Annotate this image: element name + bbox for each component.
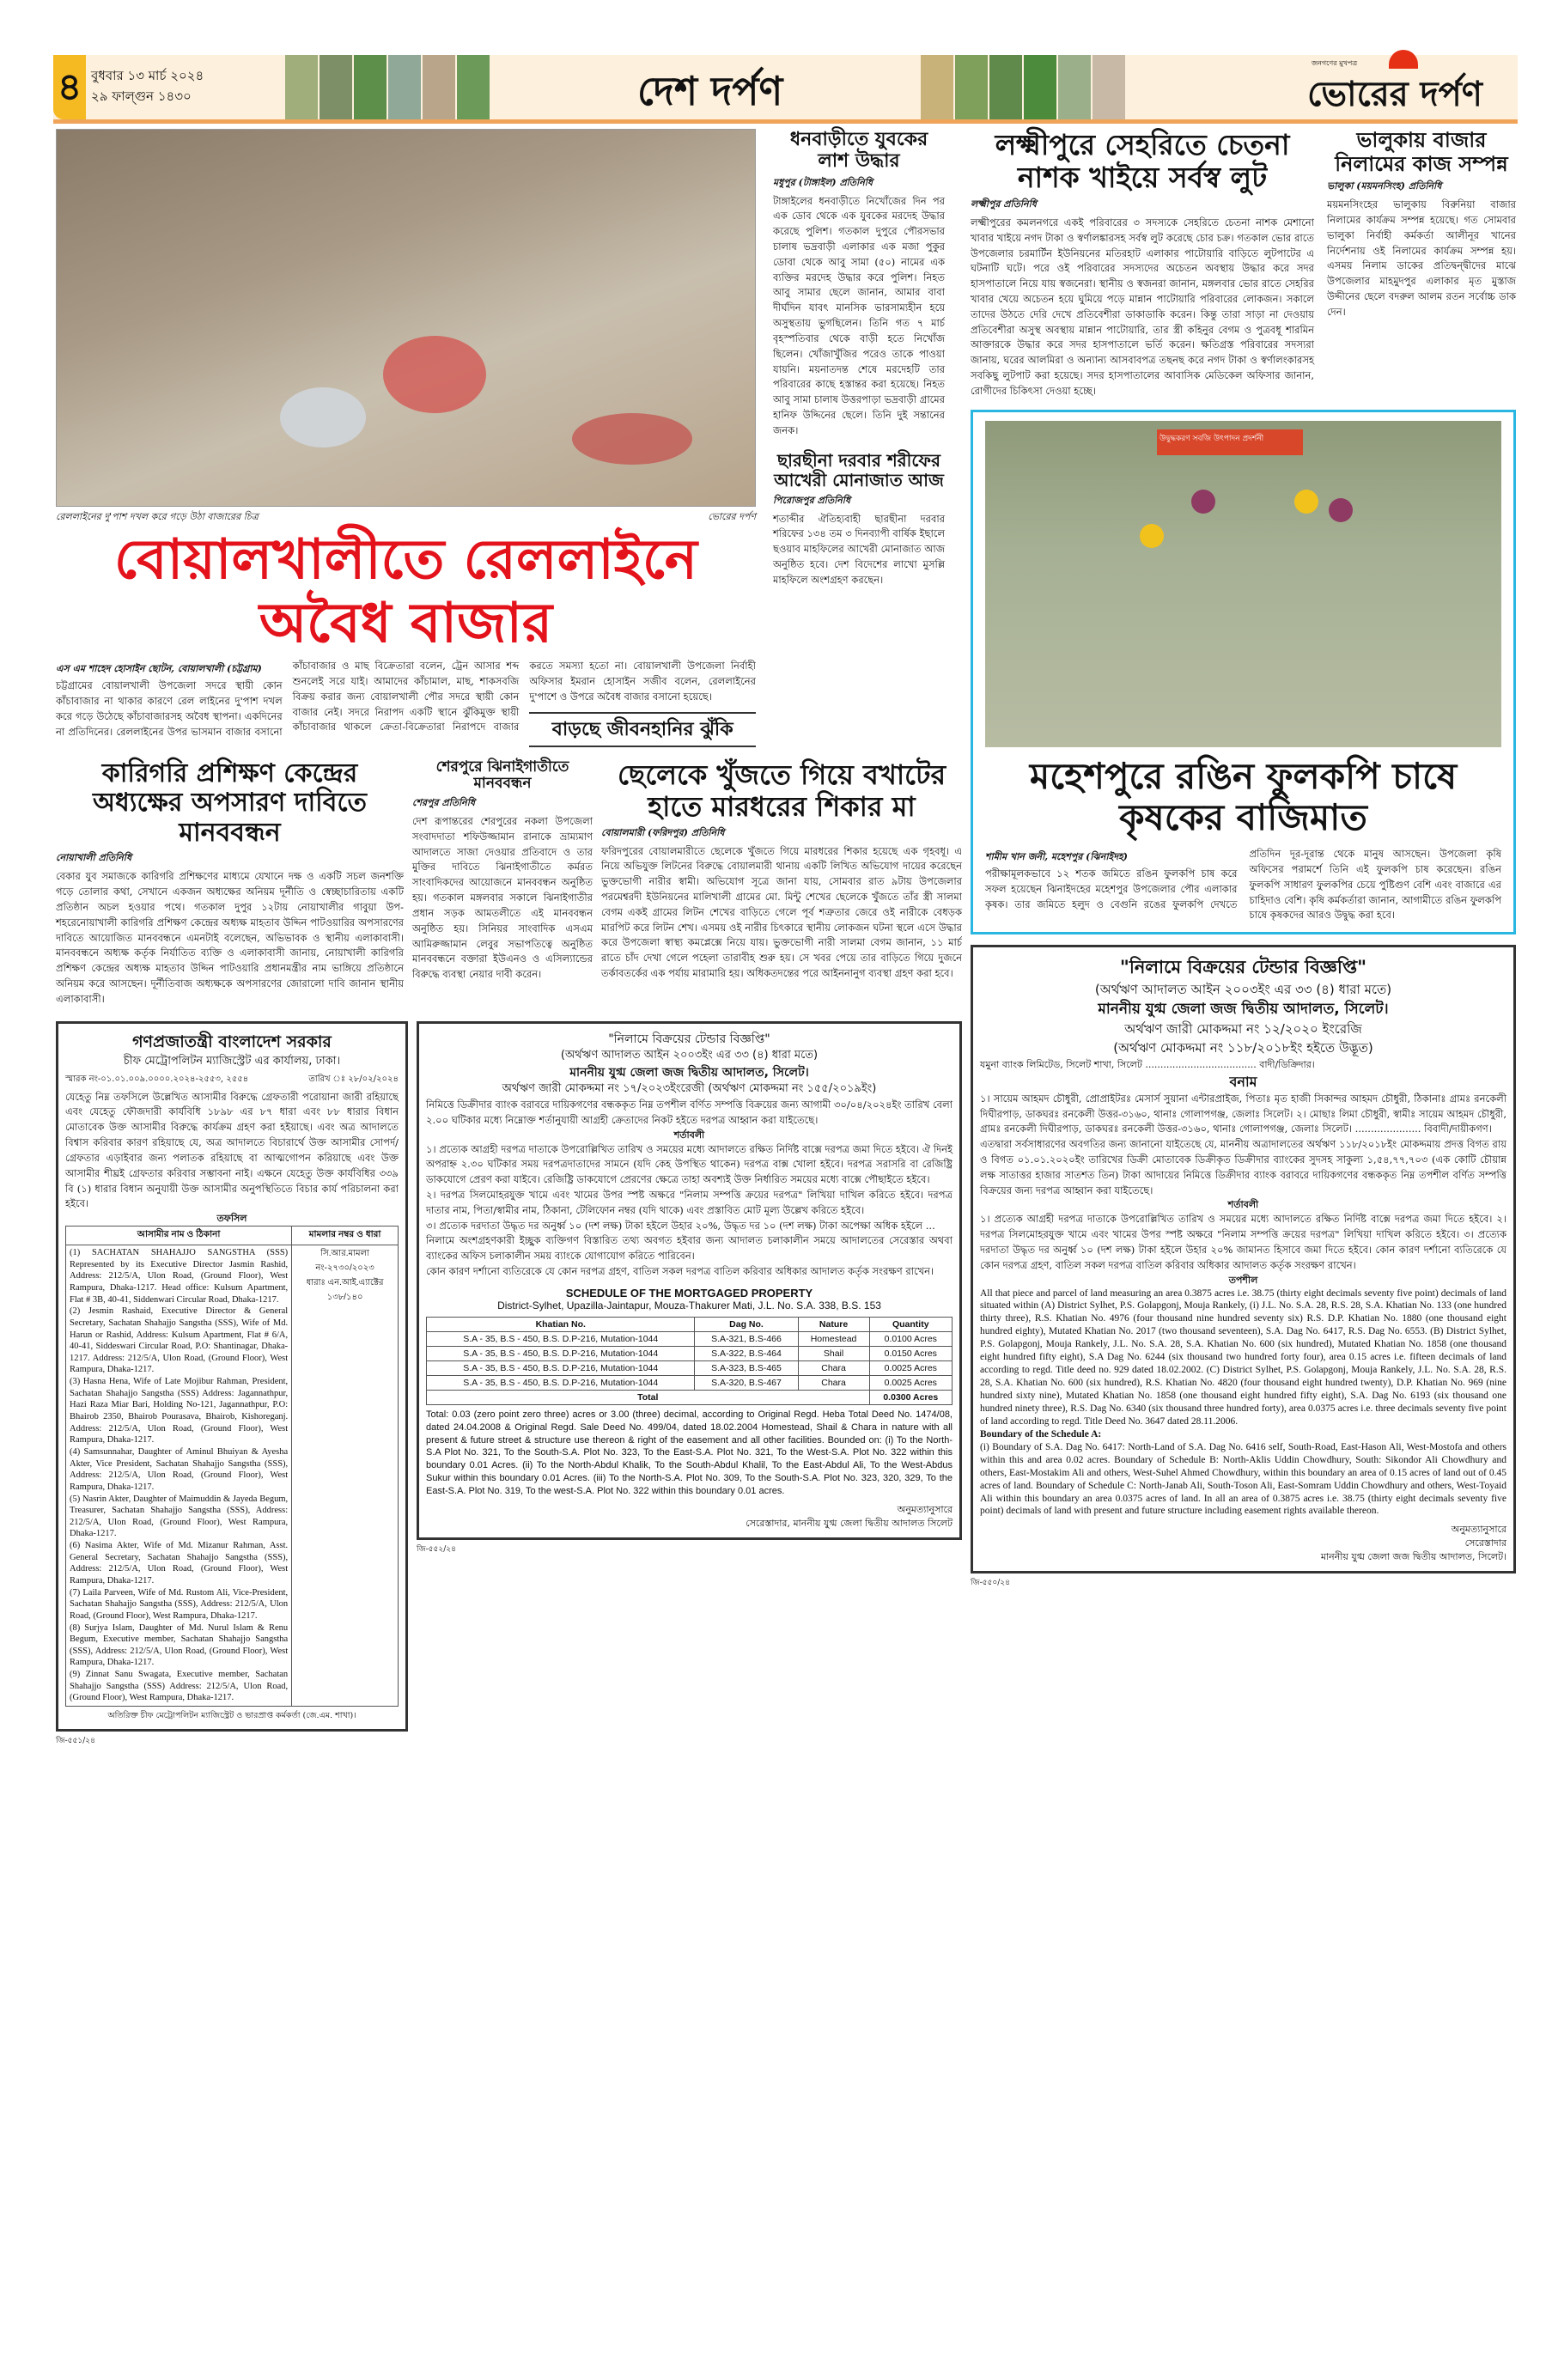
photo-signboard: উদ্বুদ্ধকরণ সবজি উৎপাদন প্রদর্শনী <box>1157 429 1303 455</box>
memo-number: স্মারক নং-০১.০১.০০৯.০০০০.২০২৪-২৫৫৩, ২৫৫৪ <box>65 1074 249 1085</box>
story-headline: মহেশপুরে রঙিন ফুলকপি চাষে কৃষকের বাজিমাত <box>1029 754 1458 838</box>
condition-item: ২। দরপত্র সিলমোহরযুক্ত খামে এবং খামের উপর স্পষ্ট অক্ষরে "নিলাম সম্পত্তি ক্রয়ের দরপত্র" লিখিয়া দাখিল করিতে হইবে। দরপত্র দাতার নাম, পিতা/স্বামীর নাম, ঠিকানা, টেলিফোন নম্বর (যদি থাকে) এবং প্রস্তাবিত মোট মূল্য উল্লেখ করিতে হইবে। <box>426 1189 953 1216</box>
story-body: বেকার যুব সমাজকে কারিগরি প্রশিক্ষণের মাধ্যমে যেখানে দক্ষ ও একটি সচল জনশক্তি গড়ে তোলার কথা, সেখানে একজন অধ্যক্ষের অনিয়ম দূর্নীতি ও স্বেচ্ছাচারিতায় একটি প্রতিষ্ঠান অচল হওয়ার পথে। গতকাল দুপুর ১২টায় নোয়াখালীর গাবুয়া উপ-শহরেনোয়াখালী কারিগরি প্রশিক্ষণ কেন্দ্রের অধ্যক্ষ মাহতাব উদ্দিন পাটওয়ারির অপসারণের দাবিতে আয়োজিত মানববন্ধনে এমনটাই বলেছেন, অভিভাবক ও স্থানীয় এলাকাবাসী। মানববন্ধনে অধ্যক্ষ কর্তৃক নির্যাতিত ব্যক্তি ও এলাকাবাসী জানায়, নোয়াখালী কারিগরি প্রশিক্ষণ কেন্দ্রের অধ্যক্ষ মাহতাব উদ্দিন পাটওয়ারি প্রধানমন্ত্রীর নাম ভাঙ্গিয়ে প্রতিষ্ঠানে অনিয়ম করে আসছেন। দূর্নীতিবাজ অধ্যক্ষকে অপসারণের জোরালো দাবি জানান স্থানীয় এলাকাবাসী। <box>56 870 404 1005</box>
total-label: Total <box>427 1390 870 1404</box>
schedule-label: তফসিল <box>216 1213 247 1225</box>
header-thumbnail <box>423 55 455 119</box>
col-khatian: Khatian No. <box>427 1317 695 1331</box>
cell: 0.0150 Acres <box>869 1346 952 1360</box>
condition-item: ৩। প্রত্যেক দরদাতা উদ্ধৃত দর অনুর্ধ্ব ১০ (দশ লক্ষ) টাকা হইলে উহার ২০%, উদ্ধৃত দর ১০ (দশ লক্ষ) টাকা অপেক্ষা অধিক হইলে ... <box>426 1219 935 1232</box>
accused-entry: (7) Laila Parveen, Wife of Md. Rustom Ali, Vice-President, Sachatan Shahajjo Sangstha (SSS), Address: 212/5/A, Ulon Road, (Ground Floor), West Rampura, Dhaka-1217. <box>70 1587 289 1621</box>
header-thumbnail <box>1058 55 1091 119</box>
notice-signature: অতিরিক্ত চীফ মেট্রোপলিটন ম্যাজিস্ট্রেট ও ভারপ্রাপ্ত কর্মকর্তা (জে.এম. শাখা)। <box>107 1711 356 1721</box>
defendants: ১। সায়েম আহমদ চৌধুরী, প্রোপ্রাইটরঃ মেসার্স সুয়ানা এন্টারপ্রাইজ, পিতাঃ মৃত হাজী সিকান্দর আহমদ চৌধুরী, ঠিকানাঃ গ্রামঃ রনকেলী দিঘীরপাড়, ডাকঘরঃ রনকেলী উত্তর-৩১৬০, থানাঃ গোলাপগঞ্জ, জেলাঃ সিলেট। ২। মোছাঃ লিমা চৌধুরী, স্বামীঃ সায়েম আহমদ চৌধুরী, গ্রামঃ রনকেলী দিঘীরপাড়, ডাকঘরঃ রনকেলী উত্তর-৩১৬০, থানাঃ গোলাপগঞ্জ, জেলাঃ সিলেট। ..................... বিবাদী/দায়ীকগণ। <box>980 1092 1506 1135</box>
cell: S.A - 35, B.S - 450, B.S. D.P-216, Mutation-1044 <box>427 1346 695 1360</box>
table-row <box>427 1331 953 1346</box>
header-thumbnail <box>921 55 953 119</box>
notice-intro: নিমিত্তে ডিক্রীদার ব্যাংক বরাবরে দায়িকগণের বন্ধককৃত নিম্ন তপশীল বর্ণিত সম্পত্তি বিক্রয়ের জন্য আগামী ৩০/০৪/২০২৪ইং তারিখ বেলা ২.০০ ঘটিকার মধ্যে নিম্নোক্ত শর্তানুযায়ী আগ্রহী ক্রেতাদের নিকট হইতে দরপত্র আহ্বান করা যাইতেছে। <box>426 1099 953 1126</box>
accused-entry: (9) Zinnat Sanu Swagata, Executive member, Sachatan Shahajjo Sangstha (SSS) Address: 212/5/A, Ulon Road, (Ground Floor), West Rampura, Dhaka-1217. <box>70 1670 289 1703</box>
header-photo-strip-left <box>285 55 490 119</box>
notice-tender-auction-2 <box>971 945 1516 1573</box>
notice-title: "নিলামে বিক্রয়ের টেন্ডার বিজ্ঞপ্তি" <box>608 1032 770 1046</box>
cell: S.A-321, B.S-466 <box>695 1331 798 1346</box>
cell: 0.0025 Acres <box>869 1360 952 1375</box>
accused-entry: (3) Hasna Hena, Wife of Late Mojibur Rahman, President, Sachatan Shahajjo Sangstha (SSS) Address: Jagannathpur, Hazi Raza Miar Bari, Holding No-121, Jagannathpur, P.O: Bhairob 2350, Bhairob Pourasava, Bhairob, Kishoreganj. Address: 212/5/A, Ulon Road, (Ground Floor), West Rampura, Dhaka-1217. <box>70 1377 289 1446</box>
accused-entry: (6) Nasima Akter, Wife of Md. Mizanur Rahman, Asst. General Secretary, Sachatan Shahajjo Sangstha (SSS), Address: 212/5/A, Ulon Road, (Ground Floor), West Rampura, Dhaka-1217. <box>70 1541 289 1586</box>
story-body: টাঙ্গাইলের ধনবাড়ীতে নিখোঁজের দিন পর এক ডোব থেকে এক যুবকের মরদেহ উদ্ধার করেছে পুলিশ। গতকাল দুপুরে পৌরসভার চালাষ ভদ্রবাড়ী এলাকার এক মজা পুকুর ডোবা থেকে আবু সামা (৫০) নামের এক ব্যক্তির মরদেহ উদ্ধার করে পুলিশ। নিহত আবু সামার ছেলে জানান, আমার বাবা দীর্ঘদিন যাবৎ মানসিক ভারসাম্যহীন হয়ে অসুস্থতায় ভুগছিলেন। তিনি গত ৭ মার্চ বৃহস্পতিবার থেকে বাড়ী হতে নিখোঁজ ছিলেন। খোঁজাখুঁজির পরেও তাকে পাওয়া যায়নি। ময়নাতদন্ত শেষে মরদেহটি তার পরিবারের কাছে হস্তান্তর করা হয়েছে। নিহত আবু সামা চালাষ উত্তরপাড়া ভদ্রবাড়ী গ্রামের হানিফ উদ্দিনের ছেলে। তিনি দুই সন্তানের জনক। <box>773 194 945 436</box>
accused-entry: (1) SACHATAN SHAHAJJO SANGSTHA (SSS) Represented by its Executive Director Jasmin Rashid, Address: 212/5/A, Ulon Road, (Ground Floor), West Rampura, Dhaka-1217. Head office: Kulsum Apartment, Flat # 3B, 40-41, Siddenwari Circular Road, Dhaka-1217. <box>70 1248 289 1305</box>
cell: 0.0100 Acres <box>869 1331 952 1346</box>
lead-byline: এস এম শাহেদ হোসাইন ছোটন, বোয়ালখালী (চট্টগ্রাম) <box>56 663 262 675</box>
cell: S.A - 35, B.S - 450, B.S. D.P-216, Mutation-1044 <box>427 1360 695 1375</box>
accused-table <box>65 1226 399 1707</box>
cell: S.A - 35, B.S - 450, B.S. D.P-216, Mutation-1044 <box>427 1331 695 1346</box>
notice-subtitle: চীফ মেট্রোপলিটন ম্যাজিস্ট্রেট এর কার্যালয়, ঢাকা। <box>123 1055 341 1068</box>
schedule-text: All that piece and parcel of land measuring an area 0.3875 acres i.e. 38.75 (thirty eight decimals seventy five point) decimals of land situated within (A) District Sylhet, P.S. Golapgonj, Mouja Rankely, (i) J.L. No. S.A. 28, R.S. 28, S.A. Khatian No. 133 (one hundred thirty three), R.S. Khatian No. 4976 (four thousand nine hundred seventy six) R.S. D.P. Khatian No. 1880 (one thousand eight hundred eighty), Mutated Khatian No. 2017 (two thousand seventeen), S.A. Dag No. 6417, R.S. Dag No. 6553. (B) District Sylhet, P.S. Golapgonj, Mouja Rankely, J.L. No. S.A. 28, S.A. Khatian No. 600 (six hundred), Mutated Khatian No. 1858 (one thousand eight hundred fifty eight), S.A Dag No. 6244 (six thousand two hundred forty four), area 0.15 acres i.e. fifteen decimals of land according to regd. Title deed no. 929 dated 18.02.2002. (C) District Sylhet, P.S. Golapgonj, Mouja Rankely, J.L. No. S.A. 28, R.S. 28, S.A. Khatian No. 600 (six hundred), R.S. Khatian No. 4820 (four thousand eight hundred twenty), D.P. Khatian No. 969 (nine hundred sixty nine), Mutated Khatian No. 1858 (one thousand eight hundred fifty eight), S.A. Dag No. 6193 (six thousand one hundred ninety three), R.S. Dag No. 6340 (six thousand three hundred forty), area 0.0375 acres i.e. three decimals seventy five point of land according to regd. Title Deed No. 3647 dated 28.11.2006. <box>980 1287 1506 1427</box>
condition-item: ১। প্রত্যেক আগ্রহী দরপত্র দাতাকে উপরোল্লিখিত তারিখ ও সময়ের মধ্যে আদালতে রক্ষিত নির্দিষ্ট বাক্সে দরপত্র জমা দিতে হইবে। ঐ দিনই অপরাহ্ন ২.৩০ ঘটিকার সময় দরপত্রদাতাদের সামনে (যদি কেহ উপস্থিত থাকেন) দরপত্র বাক্স খোলা হইবে। দরপত্র সরাসরি বা রেজিষ্ট্রি ডাকযোগে প্রেরণ করা যাইবে। রেজিষ্ট্রি ডাকযোগে প্রেরণের ক্ষেত্রে তাহা অবশ্যই উক্ত নির্ধারিত সময়ের মধ্যে বাক্সে পৌছাইতে হইবে। <box>426 1142 953 1186</box>
notice-tender-auction-1 <box>417 1021 962 1540</box>
story-headline: ছেলেকে খুঁজতে গিয়ে বখাটের হাতে মারধরের শিকার মা <box>617 758 946 823</box>
col-quantity: Quantity <box>869 1317 952 1331</box>
versus-label: বনাম <box>1229 1073 1257 1090</box>
photo-caption: রেললাইনের দু'পাশ দখল করে গড়ে উঠা বাজারের চিত্র <box>56 511 259 522</box>
lead-headline: বোয়ালখালীতে রেললাইনে অবৈধ বাজার <box>113 528 697 655</box>
header-thumbnail <box>285 55 318 119</box>
condition-item: নিলামে অংশগ্রহণকারী ইচ্ছুক ব্যক্তিগণ বিস্তারিত তথ্য অবগত হইবার জন্য আদালত চলাকালীন সময়ে আদালতের সেরেস্তার অথবা ব্যাংকের অফিস চলাকালীন সময় ব্যাংকে যোগাযোগ করিতে পারিবেন। <box>426 1234 953 1263</box>
cell: S.A - 35, B.S - 450, B.S. D.P-216, Mutation-1044 <box>427 1375 695 1390</box>
header-thumbnail <box>457 55 490 119</box>
schedule-subtitle: District-Sylhet, Upazilla-Jaintapur, Mouza-Thakurer Mati, J.L. No. S.A. 338, B.S. 153 <box>497 1299 881 1312</box>
cell: S.A-322, B.S-464 <box>695 1346 798 1360</box>
notice-case: অর্থঋণ জারী মোকদ্দমা নং ১২/২০২০ ইংরেজি <box>1124 1021 1362 1038</box>
left-side-column <box>773 129 945 600</box>
ad-code: জি-৫৫২/২৪ <box>417 1544 456 1554</box>
col-accused: আসামীর নাম ও ঠিকানা <box>66 1227 292 1245</box>
story-byline: পিরোজপুর প্রতিনিধি <box>773 494 851 506</box>
cell: S.A-320, B.S-467 <box>695 1375 798 1390</box>
accused-list <box>66 1245 292 1707</box>
conditions-title: শর্তাবলী <box>673 1129 705 1141</box>
photo-credit: ভোরের দর্পণ <box>708 511 756 522</box>
story-body: ফরিদপুরের বোয়ালমারীতে ছেলেকে খুঁজতে গিয়ে মারধরের শিকার হয়েছে এক গৃহবধূ। এ নিয়ে অভিযুক্ত লিটনের বিরুদ্ধে বোয়ালমারী থানায় একটি লিখিত অভিযোগ দায়ের করেছেন ভুক্তভোগী নারীর স্বামী। অভিযোগ সূত্রে জানা যায়, সোমবার রাত ৯টায় উপজেলার পরমেশ্বরদী ইউনিয়নের মালিখালী গ্রামের মো. মিন্টু শেখের ছেলেকে খুঁজতে তাঁর স্ত্রী সালমা বেগম একই গ্রামের লিটন শেখের বাড়িতে গেলে পূর্ব শত্রুতার জেরে ওই নারীকে বেধড়ক মারপিট করে লিটন শেখ। এসময় ওই নারীর চিৎকারে স্থানীয় লোকজন ঘটনা স্থলে এসে উদ্ধার করে উপজেলা স্বাস্থ্য কমপ্লেক্সে নিয়ে যায়। ভুক্তভোগী নারী সালমা বেগম জানান, ১১ মার্চ রাতে চাঁদ দেখা গেলে পহেলা তারাবীহ শুরু হয়। সে খবর পেয়ে তার বাড়িতে গিয়ে দুজনে তর্কাবতর্কের এক পর্যায় মারামারি হয়। অধিকতদন্তের পরে আইননানুগ ব্যবস্থা গ্রহণ করা হবে। <box>601 844 962 980</box>
notice-title: গণপ্রজাতন্ত্রী বাংলাদেশ সরকার <box>132 1032 332 1051</box>
signature-title: সেরেস্তাদার <box>1464 1537 1506 1549</box>
notice-origin: (অর্থঋণ মোকদ্দমা নং ১১৮/২০১৮ইং হইতে উদ্ভূত) <box>1113 1039 1373 1056</box>
cell: Chara <box>798 1360 869 1375</box>
notice-body: যেহেতু নিম্ন তফসিলে উল্লেখিত আসামীর বিরুদ্ধে গ্রেফতারী পরোয়ানা জারী রহিয়াছে এবং যেহেতু ফৌজদারী কার্যবিধি ১৮৯৮ এর ৮৭ ধারা এবং ৮৮ ধারার বিধান মোতাবেক উক্ত আসামীর বিরুদ্ধে কার্যক্রম গ্রহণ করা হইয়াছে। এবং অত্র আদালতে বিশ্বাস করিবার কারণ রহিয়াছে যে, অত্র আদালতে বিচারার্থে উক্ত আসামীর সোপর্দ/গ্রেফতার এড়াইবার জন্য পলাতক রহিয়াছে বা আত্মগোপন করিয়াছে এবং উক্ত আসামীর শীঘ্রই গ্রেফতার করিবার সম্ভাবনা নাই। এক্ষনে যেহেতু উক্ত কার্যবিধির ৩৩৯ বি (১) ধারার বিধান অনুযায়ী উক্ত আসামীর অনুপস্থিতিতে বিচার কার্য পরিচালনা করা হইবে। <box>65 1090 399 1210</box>
notice-case: অর্থঋণ জারী মোকদ্দমা নং ১৭/২০২৩ইংরেজী (অর্থঋণ মোকদ্দমা নং ১৫৫/২০১৯ইং) <box>502 1082 877 1096</box>
logo-tagline: জনগণের মুখপত্র <box>1312 59 1358 67</box>
story-body: শতাব্দীর ঐতিহ্যবাহী ছারছীনা দরবার শরিফের ১৩৪ তম ৩ দিনব্যাপী বার্ষিক ইছালে ছওয়াব মাহফিলের আখেরী মোনাজাত আজ অনুষ্ঠিত হবে। দেশ বিদেশের লাখো মুসল্লি মাহফিলে অংশগ্রহণ করছেন। <box>773 512 945 586</box>
conditions-list <box>426 1142 953 1280</box>
header-thumbnail <box>1024 55 1056 119</box>
story-maheshpur <box>971 410 1516 935</box>
case-section: ধারাঃ এন.আই.এ্যাক্টের ১৩৮/১৪০ <box>306 1278 384 1303</box>
story-bhaluka <box>1327 129 1516 320</box>
header-thumbnail <box>354 55 386 119</box>
issue-date <box>91 65 204 107</box>
signature-title: সেরেস্তাদার, মাননীয় যুগ্ম জেলা দ্বিতীয় আদালত সিলেট <box>746 1517 953 1529</box>
signature-court: মাননীয় যুগ্ম জেলা জজ দ্বিতীয় আদালত, সিলেট। <box>1320 1551 1506 1563</box>
story-byline: শেরপুর প্রতিনিধি <box>412 797 476 809</box>
header-thumbnail <box>320 55 352 119</box>
story-body: লক্ষ্মীপুরের কমলনগরে একই পরিবারের ৩ সদস্যকে সেহরিতে চেতনা নাশক মেশানো খাবার খাইয়ে নগদ টাকা ও স্বর্ণালঙ্কারসহ সর্বস্ব লুট করেছে চোর চক্র। গতকাল ভোর রাতে উপজেলার চরমার্টিন ইউনিয়নের মতিরহাট এলাকার পাটোয়ারি বাড়িতে লুটপাটের এ ঘটনাটি ঘটে। পরে ওই পরিবারের সদস্যদের অচেতন অবস্থায় উদ্ধার করে সদর হাসপাতালে নিয়ে যায় স্বজনেরা। স্থানীয় ও স্বজনরা জানান, মঙ্গলবার ভোর রাতে সেহরির খাবার খেয়ে অচেতন হয়ে ঘুমিয়ে পড়ে মান্নান পাটোয়ারি পরিবারের লোকজন। সকালে তাদের উঠতে দেরি দেখে প্রতিবেশীরা ডাকাডাকি করেন। কিন্তু তারা সাড়া না দেওয়ায় প্রতিবেশীরা অসুস্থ অবস্থায় মান্নান পাটোয়ারি, তার স্ত্রী কহিনুর বেগম ও পুত্রবধূ শারমিন আক্তারকে উদ্ধার করে সদর হাসপাতালে ভর্তি করেন। ক্ষতিগ্রস্ত পরিবারের সদস্যরা জানায়, ঘরের আলমিরা ও অন্যান্য আসবাবপত্র তছনছ করে নগদ টাকা ও স্বর্ণালংকারসহ সবকিছু লুটপাট করা হয়েছে। সদর হাসপাতালের আবাসিক মেডিকেল অফিসার জানান, রোগীদের চিকিৎসা দেওয়া হচ্ছে। <box>971 216 1314 397</box>
col-dag: Dag No. <box>695 1317 798 1331</box>
story-body: পরীক্ষামূলকভাবে ১২ শতক জমিতে রঙিন ফুলকপি চাষ করে সফল হয়েছেন ঝিনাইদহের মহেশপুর উপজেলার পৌর এলাকার কৃষক। তার জমিতে হলুদ ও বেগুনি রঙের ফুলকপি দেখতে প্রতিদিন দূর-দূরান্ত থেকে মানুষ আসছেন। উপজেলা কৃষি অফিসের পরামর্শে তিনি এই ফুলকপি চাষ করেছেন। রঙিন ফুলকপি সাধারণ ফুলকপির চেয়ে পুষ্টিগুণ বেশি এবং বাজারে এর চাহিদাও বেশি। কৃষি কর্মকর্তারা জানান, আগামীতে রঙিন ফুলকপি চাষে কৃষকদের আরও উদ্বুদ্ধ করা হবে। <box>985 848 1501 922</box>
logo-sun-icon <box>1389 50 1418 69</box>
accused-entry: (4) Samsunnahar, Daughter of Aminul Bhuiyan & Ayesha Akter, Vice President, Sachatan Shahajjo Sangstha (SSS), Address: 212/5/A, Ulon Road, (Ground Floor), West Rampura, Dhaka-1217. <box>70 1446 289 1492</box>
header-thumbnail <box>1093 55 1125 119</box>
lead-body: চট্টগ্রামের বোয়ালখালী উপজেলা সদরে স্থায়ী কোন কাঁচাবাজার না থাকার কারণে রেল লাইনের দু'পাশ দখল করে গড়ে উঠেছে কাঁচাবাজারসহ অবৈধ স্থাপনা। একদিনের না প্রতিদিনের। রেললাইনের উপর ভাসমান বাজার বসানো কাঁচাবাজার ও মাছ বিক্রেতারা বলেন, ট্রেন আসার শব্দ শুনলেই সরে যাই। আমাদের কাঁচামাল, মাছ, শাকসবজি বিক্রয় করার জন্য বোয়ালখালী পৌর সদরে স্থায়ী কোন বাজার নেই। সদরে নিরাপদ একটি স্থানে ঝুঁকিমুক্ত স্থায়ী কাঁচাবাজার থাকলে ক্রেতা-বিক্রেতারা নিরাপদে বাজার করতে সমস্যা হতো না। বোয়ালখালী উপজেলা নির্বাহী অফিসার ইমরান হোসাইন সজীব বলেন, রেললাইনের দু'পাশে ও উপরে অবৈধ বাজার বসানো হয়েছে। <box>56 660 756 738</box>
conditions-text: ১। প্রত্যেক আগ্রহী দরপত্র দাতাকে উপরোল্লিখিত তারিখ ও সময়ের মধ্যে আদালতে রক্ষিত নির্দিষ্ট বাক্সে দরপত্র জমা দিতে হইবে। ২। দরপত্র সিলমোহরযুক্ত খামে এবং খামের উপর স্পষ্ট অক্ষরে "নিলাম সম্পত্তি ক্রয়ের দরপত্র" লিখিয়া দাখিল করিতে হইবে। ৩। প্রত্যেক দরদাতা উদ্ধৃত দর অনুর্ধ্ব ১০ (দশ লক্ষ) টাকা হইলে উহার ২০% জামানত হিসাবে জমা দিতে হইবে। কোন কারণ দর্শানো ব্যতিরেকে যে কোন দরপত্র গ্রহণ, বাতিল সকল দরপত্র বাতিল করিবার অধিকার আদালত কর্তৃক সংরক্ষণ রাখেন। <box>980 1213 1506 1271</box>
notice-date: তারিখ ঃ ২৮/০২/২০২৪ <box>308 1074 399 1085</box>
cell: 0.0025 Acres <box>869 1375 952 1390</box>
story-body: দেশ রূপান্তরের শেরপুরের নকলা উপজেলা সংবাদদাতা শফিউজ্জামান রানাকে ভ্রাম্যমাণ আদালতে সাজা দেওয়ার প্রতিবাদে ও তার মুক্তির দাবিতে ঝিনাইগাতীতে কর্মরত সাংবাদিকদের আয়োজনে মানববন্ধন অনুষ্ঠিত হয়। গতকাল মঙ্গলবার সকালে ঝিনাইগাতীর প্রধান সড়ক আমতলীতে এই মানববন্ধন অনুষ্ঠিত হয়। সিনিয়র সাংবাদিক এসএম আমিরুজ্জামান লেবুর সভাপতিত্বে অনুষ্ঠিত মানববন্ধনে বক্তারা ইউএনও ও এসিল্যান্ডের বিরুদ্ধে ব্যবস্থা নেয়ার দাবী করেন। <box>412 815 593 981</box>
plaintiff: যমুনা ব্যাংক লিমিটেড, সিলেট শাখা, সিলেট ..................................... বাদী/ডিক্রিদার। <box>980 1058 1315 1070</box>
boundary-text: (i) Boundary of S.A. Dag No. 6417: North-Land of S.A. Dag No. 6416 self, South-Road, East-Hason Ali, West-Mostofa and others within this and area 0.02 acres. Boundary of Schedule B: North-Aklis Uddin Chowdhury, South: Sikondor Ali Chowdhury and others, East-Mostakim Ali and others, West-Suhel Ahmed Chowdhury, within this boundary an area of 0.15 acres of land out of 0.45 acres of land. Boundary of Schedule C: North-Janab Ali, South-Toson Ali, East-Somram Uddin Chowdhury and others, West-Toyaid Ali within this boundary an area 0.0375 acres of land. In all an area of 0.3875 acres i.e. 38.75 (thirty eight decimals seventy five point) decimals of land with present and future structure including easement rights available thereon. <box>980 1441 1506 1517</box>
case-number: সি.আর.মামলা নং-২৭৩০/২০২৩ <box>315 1249 374 1274</box>
masthead <box>53 55 1518 124</box>
total-row <box>427 1390 953 1404</box>
cell: Shail <box>798 1346 869 1360</box>
story-noakhali <box>56 759 404 1007</box>
story-byline: ভালুকা (ময়মনসিংহ) প্রতিনিধি <box>1327 180 1442 192</box>
cauliflower-field-photo <box>985 421 1501 747</box>
schedule-label: তপশীল <box>1228 1274 1258 1286</box>
left-region <box>56 129 962 1747</box>
story-headline: লক্ষ্মীপুরে সেহরিতে চেতনা নাশক খাইয়ে সর্বস্ব লুট <box>995 128 1290 194</box>
cell: Homestead <box>798 1331 869 1346</box>
story-byline: লক্ষ্মীপুর প্রতিনিধি <box>971 198 1037 210</box>
col-case: মামলার নম্বর ও ধারা <box>292 1227 399 1245</box>
lead-article <box>56 659 756 747</box>
story-headline: ভালুকায় বাজার নিলামের কাজ সম্পন্ন <box>1335 128 1508 176</box>
table-row <box>427 1346 953 1360</box>
lead-story <box>56 129 756 747</box>
cell: Chara <box>798 1375 869 1390</box>
header-thumbnail <box>989 55 1022 119</box>
condition-item: কোন কারণ দর্শানো ব্যতিরেকে যে কোন দরপত্র গ্রহণ, বাতিল সকল দরপত্র বাতিল করিবার অধিকার আদালত কর্তৃক সংরক্ষণ রাখেন। <box>426 1265 934 1278</box>
story-body: ময়মনসিংহের ভালুকায় বিরুনিয়া বাজার নিলামের কার্যক্রম সম্পন্ন হয়েছে। গত সোমবার ভালুকা নির্বাহী কর্মকর্তা আলীনূর খানের নির্দেশনায় ওই নিলামের কার্যক্রম সম্পন্ন হয়। এসময় নিলাম ডাকের প্রতিদ্বন্দ্বীদের মাঝে উপজেলার মাহমুদপুর এলাকার মৃত মুস্তাজ উদ্দীনের ছেলে বদরুল আলম রতন সর্বোচ্চ ডাক দেন। <box>1327 198 1516 318</box>
notice-court: মাননীয় যুগ্ম জেলা জজ দ্বিতীয় আদালত, সিলেট। <box>1098 1001 1389 1019</box>
total-value: 0.0300 Acres <box>869 1390 952 1404</box>
story-sherpur <box>412 759 593 983</box>
story-headline: কারিগরি প্রশিক্ষণ কেন্দ্রের অধ্যক্ষের অপসারণ দাবিতে মানববন্ধন <box>92 758 368 848</box>
notice-cmm-court <box>56 1021 408 1732</box>
date-bengali: ২৯ ফাল্গুন ১৪৩০ <box>91 88 192 104</box>
story-charsina <box>773 451 945 588</box>
table-row <box>427 1360 953 1375</box>
lead-sidebar-heading: বাড়ছে জীবনহানির ঝুঁকি <box>529 712 756 747</box>
story-headline: ধনবাড়ীতে যুবকের লাশ উদ্ধার <box>789 129 928 173</box>
schedule-footnote: Total: 0.03 (zero point zero three) acres or 3.00 (three) decimal, according to Original Regd. Heba Total Deed No. 1474/08, dated 24.04.2008 & Original Regd. Sale Deed No. 499/04, dated 18.02.2004 Homestead, Shail & Chara in nature with all present & future street & structure use thereon & right of the easement and all other facilities. Bounded on: (i) To the North-S.A Plot No. 321, To the South-S.A. Plot No. 323, To the East-S.A. Plot No. 321, To the West-S.A. Plot No. 322 within this boundary 0.01 Acres. (ii) To the North-Abdul Khalik, To the South-Abdul Khalil, To the East-Abdul Ali, To the West-Abdus Sukur within this boundary 0.01 Acres. (iii) To the North-S.A. Plot No. 309, To the South-S.A. Plot No. 323, 320, 329, To the East-S.A. Plot No. 319, To the west-S.A. Plot No. 322 within this boundary 0.01 acres. <box>426 1409 953 1496</box>
signature-line: অনুমত্যানুসারে <box>897 1503 953 1515</box>
story-byline: বোয়ালমারী (ফরিদপুর) প্রতিনিধি <box>601 826 725 838</box>
boundary-title: Boundary of the Schedule A: <box>980 1428 1102 1440</box>
page-number: ৪ <box>53 55 86 119</box>
notice-body: এতদ্বারা সর্বসাধারণের অবগতির জন্য জানানো যাইতেছে যে, মাননীয় অত্রাদালতের অর্থঋণ ১১৮/২০১৮ইং মোকদ্দমায় প্রদত্ত বিগত রায় ও বিগত ০১.০১.২০২০ইং তারিখের ডিক্রী মোতাবেক ডিক্রীকৃত ডিক্রীদার ব্যাংকের সুদসহ সাকুল্য ১,৫৪,৭৭,৭০৩ (এক কোটি চৌয়ান্ন লক্ষ সাতাত্তর হাজার সাতশত তিন) টাকা আদায়ের নিমিত্তে ডিক্রীদার ব্যাংক বরাবরে দায়িকগণের বন্ধককৃত নিম্ন তপশীল বর্ণিত সম্পত্তি বিক্রয়ের জন্য দরপত্র আহ্বান করা যাইতেছে। <box>980 1138 1506 1196</box>
lead-photo-market-on-railway <box>56 129 756 507</box>
notice-act: (অর্থঋণ আদালত আইন ২০০৩ইং এর ৩৩ (৪) ধারা মতে) <box>1094 981 1392 997</box>
header-thumbnail <box>388 55 421 119</box>
header-photo-strip-right <box>921 55 1125 119</box>
story-dhanbari <box>773 129 945 439</box>
story-byline: নোয়াখালী প্রতিনিধি <box>56 852 132 864</box>
property-table <box>426 1317 953 1405</box>
conditions-title: শর্তাবলী <box>1227 1199 1259 1211</box>
date-gregorian: বুধবার ১৩ মার্চ ২০২৪ <box>91 68 204 83</box>
col-nature: Nature <box>798 1317 869 1331</box>
story-headline: ছারছীনা দরবার শরীফের আখেরী মোনাজাত আজ <box>774 449 944 490</box>
header-thumbnail <box>955 55 988 119</box>
notice-court: মাননীয় যুগ্ম জেলা জজ দ্বিতীয় আদালত, সিলেট। <box>569 1065 809 1080</box>
story-boalmari <box>601 759 962 982</box>
section-title: দেশ দর্পণ <box>637 68 783 114</box>
signature-line: অনুমত্যানুসারে <box>1451 1524 1506 1536</box>
schedule-title: SCHEDULE OF THE MORTGAGED PROPERTY <box>565 1286 813 1300</box>
ad-code: জি-৫৫১/২৪ <box>56 1736 95 1745</box>
right-region <box>971 129 1516 1589</box>
story-byline: মধুপুর (টাঙ্গাইল) প্রতিনিধি <box>773 176 873 188</box>
accused-entry: (5) Nasrin Akter, Daughter of Maimuddin & Jayeda Begum, Treasurer, Sachatan Shahajjo Sangstha (SSS), Address: 212/5/A, Ulon Road, (Ground Floor), West Rampura, Dhaka-1217. <box>70 1494 289 1539</box>
accused-entry: (2) Jesmin Rashaid, Executive Director & General Secretary, Sachatan Shahajjo Sangstha (SSS), Wife of Md. Harun or Rashid, Address: Kulsum Apartment, Flat # 6/A, 40-41, Siddeswari Circular Road, P.O: Shantinagar, Dhaka-1217. Address: 212/5/A, Ulon Road, (Ground Floor), West Rampura, Dhaka-1217. <box>70 1306 289 1375</box>
cell: S.A-323, B.S-465 <box>695 1360 798 1375</box>
accused-entry: (8) Surjya Islam, Daughter of Md. Nurul Islam & Renu Begum, Executive member, Sachatan Shahajjo Sangstha (SSS), Address: 212/5/A, Ulon Road, (Ground Floor), West Rampura, Dhaka-1217. <box>70 1622 289 1668</box>
story-headline: শেরপুরে ঝিনাইগাতীতে মানববন্ধন <box>435 758 569 793</box>
story-byline: শামীম খান জনী, মহেশপুর (ঝিনাইদহ) <box>985 851 1128 863</box>
story-lakshmipur <box>971 129 1314 399</box>
ad-code: জি-৫৫০/২৪ <box>971 1579 1010 1588</box>
newspaper-logo: ভোরের দর্পণ <box>1307 75 1482 114</box>
table-row <box>427 1375 953 1390</box>
notice-title: "নিলামে বিক্রয়ের টেন্ডার বিজ্ঞপ্তি" <box>1119 957 1367 978</box>
notice-act: (অর্থঋণ আদালত আইন ২০০৩ইং এর ৩৩ (৪) ধারা মতে) <box>560 1049 819 1062</box>
